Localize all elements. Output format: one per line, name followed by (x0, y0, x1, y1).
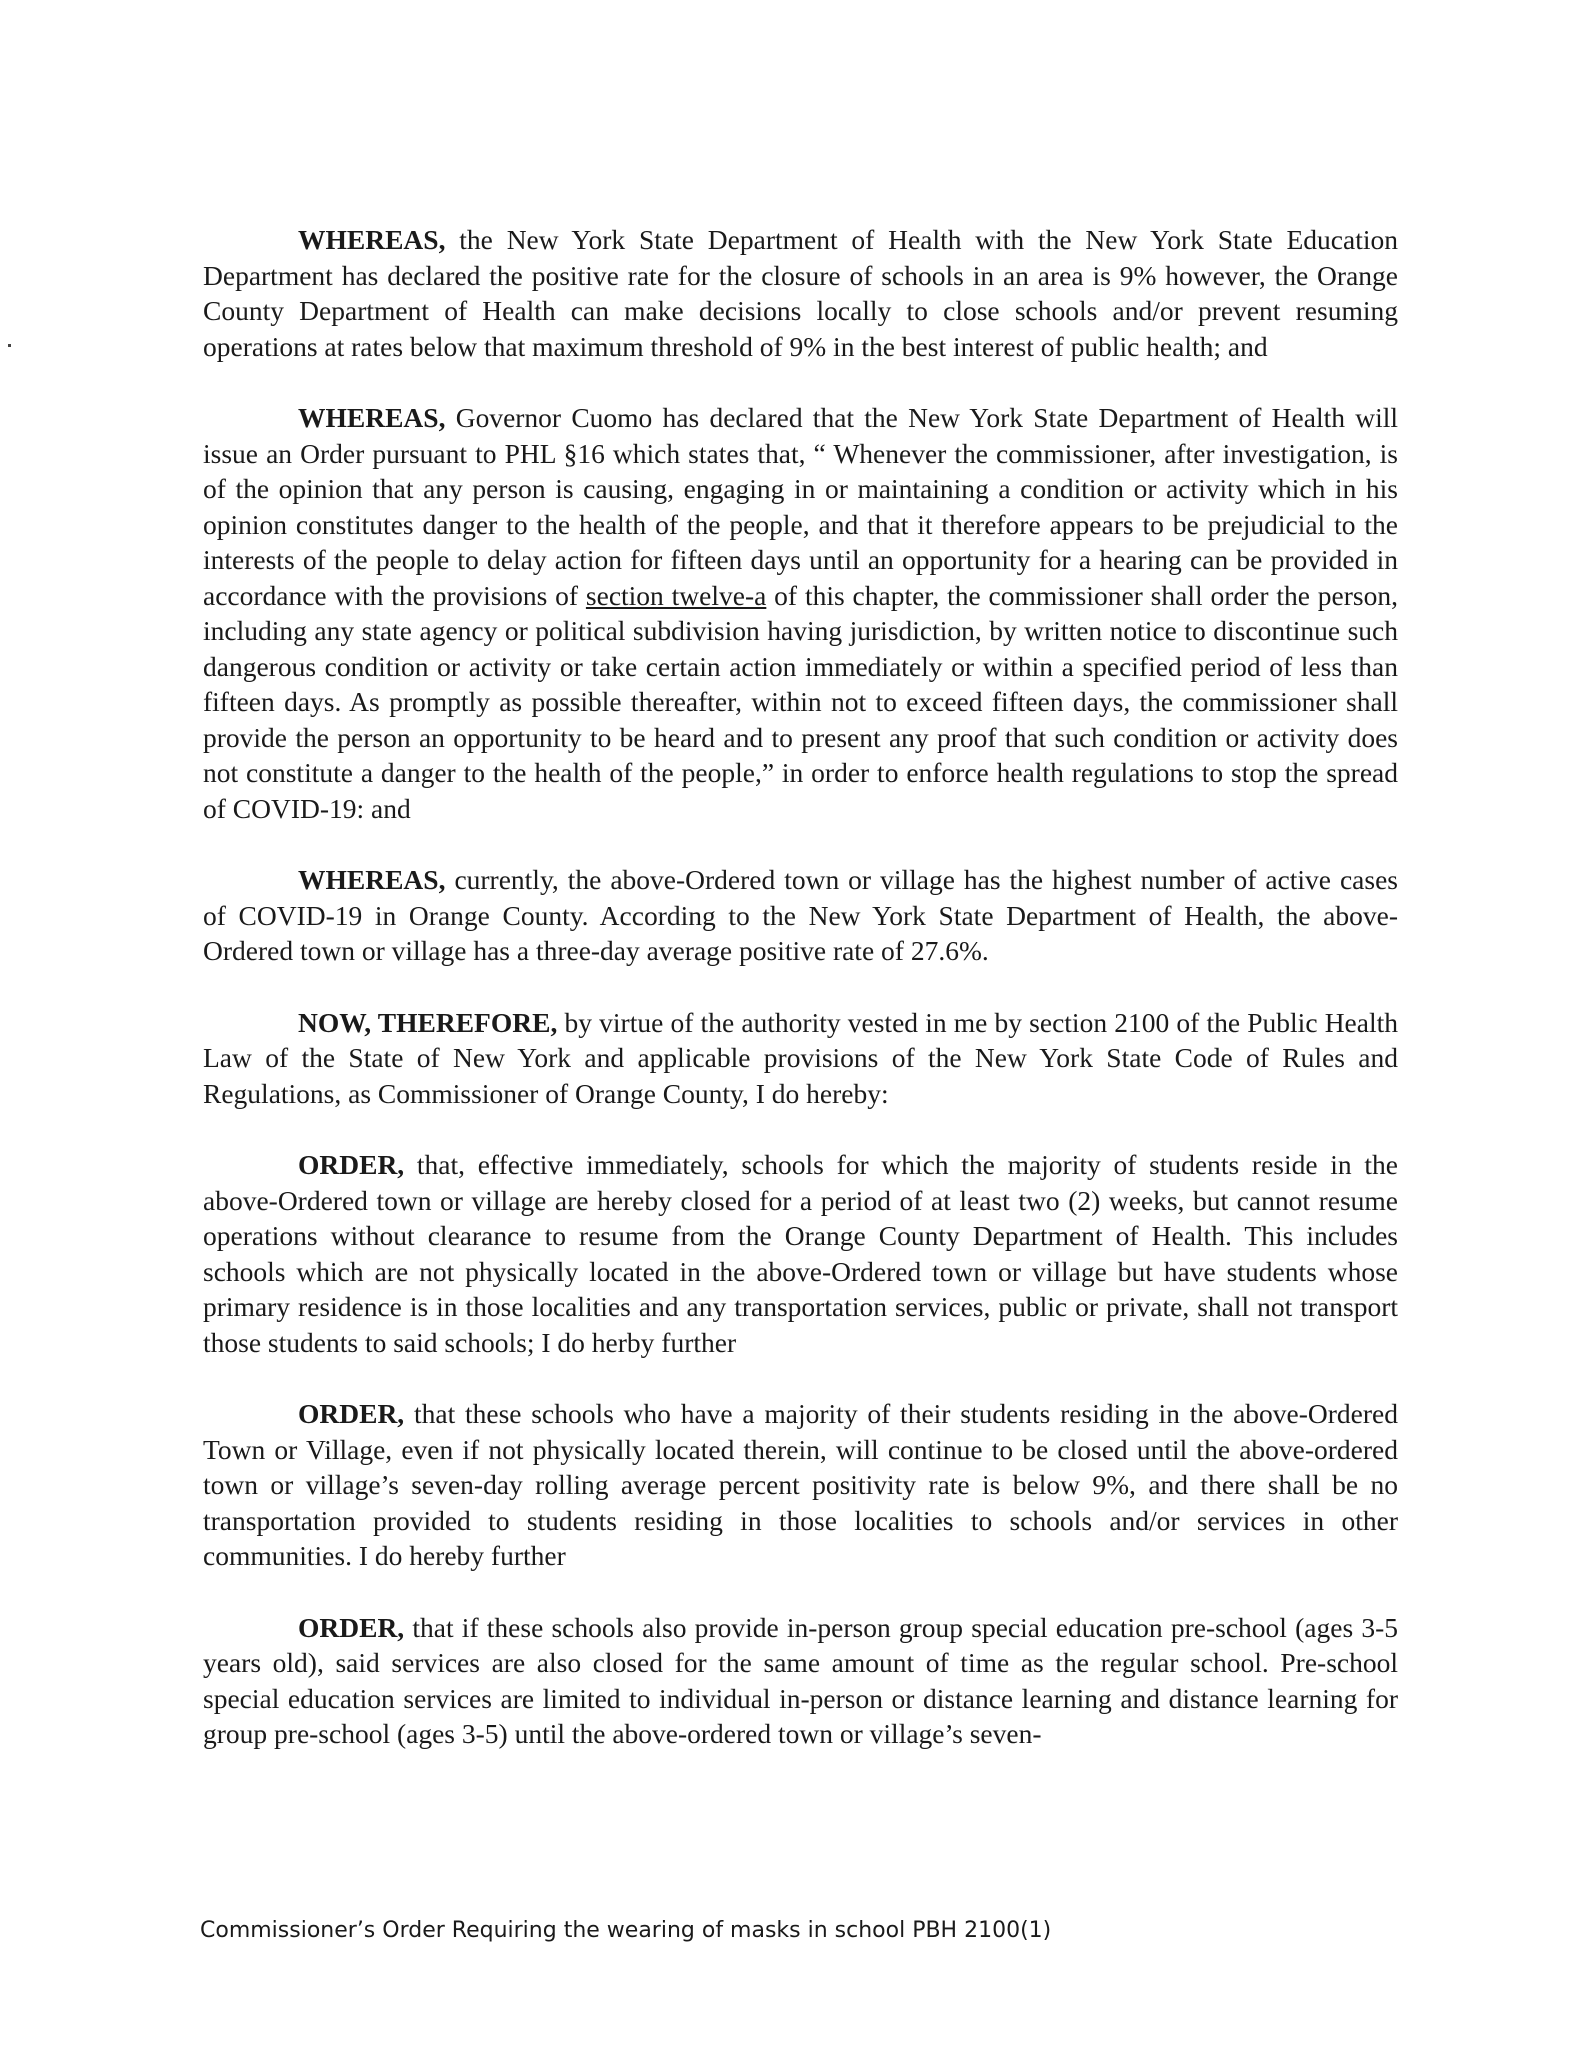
paragraph-lead: WHEREAS, (298, 864, 446, 895)
paragraph-lead: WHEREAS, (298, 402, 446, 433)
paragraph-text: the New York State Department of Health with the New York State Education Department has declared the positive rate for the closure of schools in an area is 9% however, the Orange County Department of Health can make decisions locally to close schools and/or prevent resuming operations at rates below that maximum threshold of 9% in the best interest of public health; and (203, 224, 1398, 362)
paragraph-text: that if these schools also provide in-person group special education pre-school (ages 3-5 years old), said services are also closed for the same amount of time as the regular school. Pre-school special education services are limited to individual in-person or distance learning and distance learning for group pre-school (ages 3-5) until the above-ordered town or village’s seven- (203, 1611, 1398, 1749)
paragraph-text: Governor Cuomo has declared that the New York State Department of Health will issue an Order pursuant to PHL §16 which states that, “ Whenever the commissioner, after investigation, is of the opinion that any person is causing, engaging in or maintaining a condition or activity which in his opinion constitutes danger to the health of the people, and that it therefore appears to be prejudicial to the interests of the people to delay action for fifteen days until an opportunity for a hearing can be provided in accordance with the provisions of (203, 402, 1398, 611)
whereas-paragraph-active-cases (203, 862, 1398, 969)
paragraph-text-continued: of this chapter, the commissioner shall order the person, including any state agency or political subdivision having jurisdiction, by written notice to discontinue such dangerous condition or activity or take certain action immediately or within a specified period of less than fifteen days. As promptly as possible thereafter, within not to exceed fifteen days, the commissioner shall provide the person an opportunity to be heard and to present any proof that such condition or activity does not constitute a danger to the health of the people,” in order to enforce health regulations to stop the spread of COVID-19: and (203, 579, 1398, 824)
order-paragraph-closure (203, 1147, 1398, 1360)
paragraph-text: that, effective immediately, schools for which the majority of students reside in the above-Ordered town or village are hereby closed for a period of at least two (2) weeks, but cannot resume operations without clearance to resume from the Orange County Department of Health. This includes schools which are not physically located in the above-Ordered town or village but have students whose primary residence is in those localities and any transportation services, public or private, shall not transport those students to said schools; I do herby further (203, 1149, 1398, 1358)
paragraph-lead: NOW, THEREFORE, (298, 1006, 558, 1038)
margin-scan-mark (8, 344, 11, 347)
paragraph-lead: ORDER, (298, 1611, 405, 1643)
paragraph-text: that these schools who have a majority of their students residing in the above-Ordered Town or Village, even if not physically located therein, will continue to be closed until the above-ordered town or village’s seven-day rolling average percent positivity rate is below 9%, and there shall be no transportation provided to students residing in those localities to schools and/or services in other communities. I do hereby further (203, 1398, 1398, 1571)
section-twelve-a-link[interactable]: section twelve-a (585, 579, 767, 611)
paragraph-lead: WHEREAS, (298, 224, 446, 255)
document-body (203, 222, 1398, 1752)
paragraph-lead: ORDER, (298, 1398, 405, 1429)
paragraph-text: by virtue of the authority vested in me by section 2100 of the Public Health Law of the State of New York and applicable provisions of the New York State Code of Rules and Regulations, as Commissioner of Orange County, I do hereby: (203, 1006, 1399, 1109)
whereas-paragraph-phl-16 (203, 400, 1398, 826)
now-therefore-paragraph (203, 1005, 1398, 1112)
whereas-paragraph-positive-rate (203, 222, 1398, 364)
page-footer: Commissioner’s Order Requiring the wearing of masks in school PBH 2100(1) (200, 1918, 1052, 1943)
order-paragraph-pre-school (203, 1610, 1398, 1752)
paragraph-lead: ORDER, (298, 1149, 405, 1180)
paragraph-text: currently, the above-Ordered town or village has the highest number of active cases of COVID-19 in Orange County. According to the New York State Department of Health, the above-Ordered town or village has a three-day average positive rate of 27.6%. (203, 864, 1398, 966)
order-paragraph-continued-closure (203, 1396, 1398, 1574)
